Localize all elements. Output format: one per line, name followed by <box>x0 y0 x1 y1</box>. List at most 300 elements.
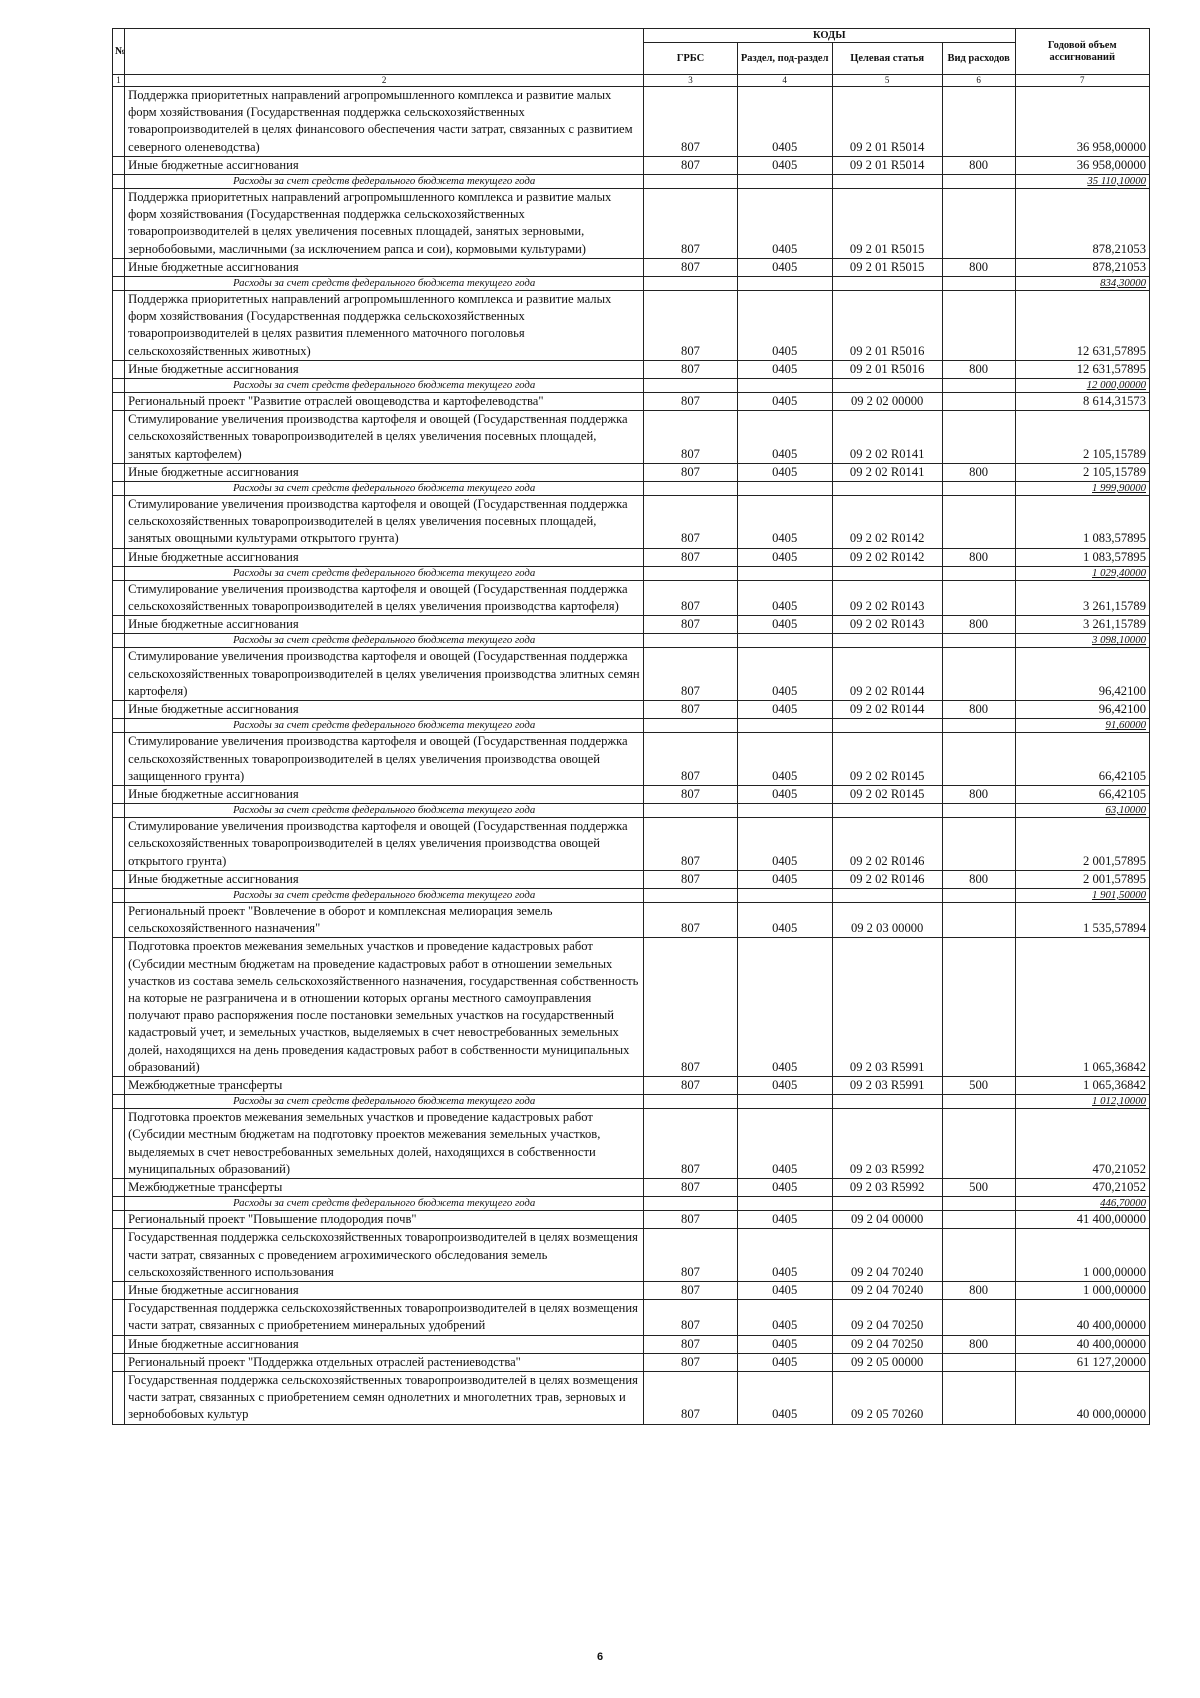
row-amount: 1 065,36842 <box>1015 938 1150 1077</box>
row-number <box>113 870 125 888</box>
row-number <box>113 1211 125 1229</box>
row-target: 09 2 04 70240 <box>832 1281 942 1299</box>
row-number <box>113 785 125 803</box>
row-target: 09 2 02 R0143 <box>832 616 942 634</box>
row-number <box>113 634 125 648</box>
table-row <box>113 463 1150 481</box>
table-row <box>113 902 1150 937</box>
row-section <box>737 888 832 902</box>
row-grbs: 807 <box>644 1109 738 1179</box>
row-grbs: 807 <box>644 938 738 1077</box>
federal-funds-row <box>113 175 1150 189</box>
row-type <box>942 1109 1015 1179</box>
table-row <box>113 258 1150 276</box>
row-type <box>942 87 1015 157</box>
row-grbs <box>644 888 738 902</box>
row-name: Государственная поддержка сельскохозяйственных товаропроизводителей в целях возмещения части затрат, связанных с приобретением минеральных удобрений <box>125 1300 644 1335</box>
row-section <box>737 804 832 818</box>
row-type <box>942 648 1015 701</box>
row-name: Региональный проект "Повышение плодородия почв" <box>125 1211 644 1229</box>
table-row <box>113 291 1150 361</box>
row-section <box>737 379 832 393</box>
header-volume: Годовой объем ассигнований <box>1015 29 1150 75</box>
row-section: 0405 <box>737 1353 832 1371</box>
col-num-7: 7 <box>1015 75 1150 87</box>
row-section: 0405 <box>737 1335 832 1353</box>
col-num-4: 4 <box>737 75 832 87</box>
row-name: Расходы за счет средств федерального бюджета текущего года <box>125 804 644 818</box>
row-name: Расходы за счет средств федерального бюджета текущего года <box>125 566 644 580</box>
row-amount: 1 083,57895 <box>1015 548 1150 566</box>
table-row <box>113 870 1150 888</box>
row-grbs <box>644 175 738 189</box>
row-name: Региональный проект "Вовлечение в оборот и комплексная мелиорация земель сельскохозяйственного назначения" <box>125 902 644 937</box>
row-type <box>942 1372 1015 1425</box>
row-target: 09 2 04 70240 <box>832 1229 942 1282</box>
table-row <box>113 496 1150 549</box>
row-number <box>113 888 125 902</box>
row-grbs: 807 <box>644 411 738 464</box>
row-grbs <box>644 719 738 733</box>
row-amount: 470,21052 <box>1015 1109 1150 1179</box>
row-name: Стимулирование увеличения производства картофеля и овощей (Государственная поддержка сельскохозяйственных товаропроизводителей в целях увеличения производства элитных семян картофеля) <box>125 648 644 701</box>
row-section: 0405 <box>737 1109 832 1179</box>
row-section: 0405 <box>737 1211 832 1229</box>
row-section: 0405 <box>737 1229 832 1282</box>
table-row <box>113 616 1150 634</box>
row-type: 800 <box>942 463 1015 481</box>
table-row <box>113 785 1150 803</box>
row-section: 0405 <box>737 548 832 566</box>
row-grbs: 807 <box>644 1229 738 1282</box>
row-amount: 3 261,15789 <box>1015 580 1150 615</box>
row-number <box>113 393 125 411</box>
appropriations-table <box>112 28 1150 1425</box>
table-row <box>113 1229 1150 1282</box>
row-target <box>832 277 942 291</box>
row-amount: 12 000,00000 <box>1015 379 1150 393</box>
row-target: 09 2 02 R0141 <box>832 411 942 464</box>
row-type: 800 <box>942 701 1015 719</box>
row-number <box>113 616 125 634</box>
row-number <box>113 482 125 496</box>
table-row <box>113 648 1150 701</box>
row-type <box>942 1353 1015 1371</box>
row-target: 09 2 01 R5015 <box>832 189 942 259</box>
table-row <box>113 411 1150 464</box>
row-number <box>113 938 125 1077</box>
row-name: Расходы за счет средств федерального бюджета текущего года <box>125 1095 644 1109</box>
row-type <box>942 1197 1015 1211</box>
row-amount: 61 127,20000 <box>1015 1353 1150 1371</box>
row-amount: 12 631,57895 <box>1015 291 1150 361</box>
header-type: Вид расходов <box>942 43 1015 75</box>
federal-funds-row <box>113 379 1150 393</box>
row-grbs <box>644 482 738 496</box>
table-row <box>113 701 1150 719</box>
row-section: 0405 <box>737 411 832 464</box>
row-section <box>737 566 832 580</box>
row-amount: 35 110,10000 <box>1015 175 1150 189</box>
row-type <box>942 1095 1015 1109</box>
federal-funds-row <box>113 888 1150 902</box>
row-section: 0405 <box>737 785 832 803</box>
row-type <box>942 379 1015 393</box>
row-target: 09 2 04 70250 <box>832 1300 942 1335</box>
row-amount: 1 000,00000 <box>1015 1281 1150 1299</box>
row-amount: 2 001,57895 <box>1015 818 1150 871</box>
row-target: 09 2 01 R5014 <box>832 87 942 157</box>
row-number <box>113 719 125 733</box>
row-grbs: 807 <box>644 258 738 276</box>
row-type: 800 <box>942 616 1015 634</box>
federal-funds-row <box>113 277 1150 291</box>
federal-funds-row <box>113 634 1150 648</box>
row-number <box>113 258 125 276</box>
federal-funds-row <box>113 719 1150 733</box>
row-number <box>113 804 125 818</box>
row-name: Иные бюджетные ассигнования <box>125 258 644 276</box>
row-grbs: 807 <box>644 1372 738 1425</box>
row-number <box>113 902 125 937</box>
row-target: 09 2 02 R0142 <box>832 548 942 566</box>
row-amount: 1 535,57894 <box>1015 902 1150 937</box>
row-grbs: 807 <box>644 902 738 937</box>
row-amount: 40 400,00000 <box>1015 1335 1150 1353</box>
row-target <box>832 804 942 818</box>
row-number <box>113 156 125 174</box>
row-type <box>942 1211 1015 1229</box>
row-type <box>942 818 1015 871</box>
row-section <box>737 482 832 496</box>
row-type <box>942 482 1015 496</box>
row-section: 0405 <box>737 818 832 871</box>
row-name: Иные бюджетные ассигнования <box>125 360 644 378</box>
row-type <box>942 175 1015 189</box>
row-name: Государственная поддержка сельскохозяйственных товаропроизводителей в целях возмещения части затрат, связанных с приобретением семян однолетних и многолетних трав, зерновых и зернобобовых культур <box>125 1372 644 1425</box>
row-number <box>113 1335 125 1353</box>
row-type <box>942 634 1015 648</box>
table-row <box>113 87 1150 157</box>
row-name: Расходы за счет средств федерального бюджета текущего года <box>125 482 644 496</box>
row-amount: 470,21052 <box>1015 1178 1150 1196</box>
row-section: 0405 <box>737 463 832 481</box>
row-section: 0405 <box>737 1076 832 1094</box>
row-section: 0405 <box>737 1300 832 1335</box>
row-name: Поддержка приоритетных направлений агропромышленного комплекса и развитие малых форм хозяйствования (Государственная поддержка сельскохозяйственных товаропроизводителей в целях увеличения посевных площадей, занятых зерновыми, зернобобовыми, масличными (за исключением рапса и сои), кормовыми культурами) <box>125 189 644 259</box>
table-row <box>113 189 1150 259</box>
table-row <box>113 360 1150 378</box>
col-num-3: 3 <box>644 75 738 87</box>
row-name: Расходы за счет средств федерального бюджета текущего года <box>125 277 644 291</box>
row-number <box>113 291 125 361</box>
row-grbs: 807 <box>644 548 738 566</box>
row-amount: 1 901,50000 <box>1015 888 1150 902</box>
table-row <box>113 1372 1150 1425</box>
row-grbs <box>644 1095 738 1109</box>
row-type <box>942 938 1015 1077</box>
row-section: 0405 <box>737 258 832 276</box>
row-number <box>113 701 125 719</box>
row-name: Расходы за счет средств федерального бюджета текущего года <box>125 1197 644 1211</box>
row-section: 0405 <box>737 156 832 174</box>
row-grbs: 807 <box>644 1335 738 1353</box>
row-section: 0405 <box>737 87 832 157</box>
row-amount: 878,21053 <box>1015 258 1150 276</box>
row-name: Расходы за счет средств федерального бюджета текущего года <box>125 888 644 902</box>
row-number <box>113 648 125 701</box>
row-name: Иные бюджетные ассигнования <box>125 463 644 481</box>
table-row <box>113 733 1150 786</box>
row-name: Иные бюджетные ассигнования <box>125 1335 644 1353</box>
row-number <box>113 1095 125 1109</box>
row-number <box>113 463 125 481</box>
row-section <box>737 719 832 733</box>
row-name: Иные бюджетные ассигнования <box>125 156 644 174</box>
row-type: 500 <box>942 1178 1015 1196</box>
row-name: Поддержка приоритетных направлений агропромышленного комплекса и развитие малых форм хозяйствования (Государственная поддержка сельскохозяйственных товаропроизводителей в целях развития племенного маточного поголовья сельскохозяйственных животных) <box>125 291 644 361</box>
row-name: Стимулирование увеличения производства картофеля и овощей (Государственная поддержка сельскохозяйственных товаропроизводителей в целях увеличения производства овощей открытого грунта) <box>125 818 644 871</box>
table-row <box>113 1281 1150 1299</box>
row-grbs <box>644 566 738 580</box>
table-row <box>113 1353 1150 1371</box>
federal-funds-row <box>113 566 1150 580</box>
row-number <box>113 189 125 259</box>
table-body <box>113 87 1150 1425</box>
row-grbs: 807 <box>644 360 738 378</box>
row-target <box>832 175 942 189</box>
row-target: 09 2 02 R0144 <box>832 648 942 701</box>
row-section: 0405 <box>737 1281 832 1299</box>
row-grbs: 807 <box>644 393 738 411</box>
row-type <box>942 566 1015 580</box>
row-grbs <box>644 634 738 648</box>
row-section: 0405 <box>737 701 832 719</box>
row-number <box>113 360 125 378</box>
row-grbs: 807 <box>644 1353 738 1371</box>
row-grbs: 807 <box>644 463 738 481</box>
row-name: Иные бюджетные ассигнования <box>125 701 644 719</box>
row-target: 09 2 01 R5016 <box>832 291 942 361</box>
row-target <box>832 566 942 580</box>
row-grbs: 807 <box>644 785 738 803</box>
row-number <box>113 1229 125 1282</box>
row-number <box>113 379 125 393</box>
row-name: Региональный проект "Развитие отраслей овощеводства и картофелеводства" <box>125 393 644 411</box>
row-name: Поддержка приоритетных направлений агропромышленного комплекса и развитие малых форм хозяйствования (Государственная поддержка сельскохозяйственных товаропроизводителей в целях финансового обеспечения части затрат, связанных с развитием северного оленеводства) <box>125 87 644 157</box>
row-amount: 2 105,15789 <box>1015 411 1150 464</box>
row-type <box>942 580 1015 615</box>
row-section: 0405 <box>737 496 832 549</box>
row-name: Расходы за счет средств федерального бюджета текущего года <box>125 175 644 189</box>
row-type <box>942 189 1015 259</box>
row-grbs: 807 <box>644 733 738 786</box>
row-number <box>113 496 125 549</box>
row-amount: 91,60000 <box>1015 719 1150 733</box>
table-row <box>113 1076 1150 1094</box>
row-name: Иные бюджетные ассигнования <box>125 870 644 888</box>
row-name: Государственная поддержка сельскохозяйственных товаропроизводителей в целях возмещения части затрат, связанных с проведением агрохимического обследования земель сельскохозяйственного использования <box>125 1229 644 1282</box>
federal-funds-row <box>113 482 1150 496</box>
row-target: 09 2 02 R0141 <box>832 463 942 481</box>
row-number <box>113 566 125 580</box>
row-number <box>113 411 125 464</box>
row-name: Иные бюджетные ассигнования <box>125 785 644 803</box>
row-target: 09 2 02 00000 <box>832 393 942 411</box>
row-grbs <box>644 1197 738 1211</box>
row-number <box>113 580 125 615</box>
row-type <box>942 733 1015 786</box>
row-grbs: 807 <box>644 616 738 634</box>
row-number <box>113 277 125 291</box>
row-name: Иные бюджетные ассигнования <box>125 1281 644 1299</box>
row-grbs: 807 <box>644 1281 738 1299</box>
header-grbs: ГРБС <box>644 43 738 75</box>
table-row <box>113 1178 1150 1196</box>
table-row <box>113 548 1150 566</box>
row-target: 09 2 02 R0145 <box>832 733 942 786</box>
row-target: 09 2 04 70250 <box>832 1335 942 1353</box>
row-amount: 1 012,10000 <box>1015 1095 1150 1109</box>
row-type <box>942 719 1015 733</box>
row-number <box>113 1353 125 1371</box>
row-amount: 36 958,00000 <box>1015 156 1150 174</box>
row-number <box>113 1372 125 1425</box>
federal-funds-row <box>113 1197 1150 1211</box>
row-grbs: 807 <box>644 87 738 157</box>
row-section: 0405 <box>737 393 832 411</box>
row-type <box>942 411 1015 464</box>
row-amount: 40 400,00000 <box>1015 1300 1150 1335</box>
row-grbs: 807 <box>644 580 738 615</box>
row-target: 09 2 03 R5992 <box>832 1178 942 1196</box>
row-amount: 1 999,90000 <box>1015 482 1150 496</box>
row-target: 09 2 02 R0142 <box>832 496 942 549</box>
row-grbs <box>644 804 738 818</box>
row-number <box>113 1076 125 1094</box>
row-target: 09 2 01 R5014 <box>832 156 942 174</box>
row-section: 0405 <box>737 189 832 259</box>
row-section: 0405 <box>737 870 832 888</box>
row-target <box>832 1095 942 1109</box>
row-section: 0405 <box>737 291 832 361</box>
row-amount: 2 001,57895 <box>1015 870 1150 888</box>
row-target: 09 2 02 R0146 <box>832 870 942 888</box>
row-amount: 1 000,00000 <box>1015 1229 1150 1282</box>
row-target: 09 2 02 R0144 <box>832 701 942 719</box>
row-amount: 12 631,57895 <box>1015 360 1150 378</box>
row-amount: 834,30000 <box>1015 277 1150 291</box>
row-target <box>832 482 942 496</box>
row-section <box>737 634 832 648</box>
row-amount: 66,42105 <box>1015 733 1150 786</box>
row-number <box>113 1281 125 1299</box>
row-name: Стимулирование увеличения производства картофеля и овощей (Государственная поддержка сельскохозяйственных товаропроизводителей в целях увеличения производства овощей защищенного грунта) <box>125 733 644 786</box>
row-section: 0405 <box>737 580 832 615</box>
table-row <box>113 1211 1150 1229</box>
row-section: 0405 <box>737 902 832 937</box>
row-grbs: 807 <box>644 291 738 361</box>
row-name: Подготовка проектов межевания земельных участков и проведение кадастровых работ (Субсидии местным бюджетам на проведение кадастровых работ в отношении земельных участков из состава земель сельскохозяйственного назначения, государственная собственность на которые не разграничена и в отношении которых органы местного самоуправления получают право распоряжения после постановки земельных участков на государственный кадастровый учет, и земельных участков, выделяемых в счет невостребованных земельных долей, находящихся на день проведения кадастровых работ в собственности муниципальных образований) <box>125 938 644 1077</box>
row-target: 09 2 05 00000 <box>832 1353 942 1371</box>
header-name <box>125 29 644 75</box>
row-target <box>832 634 942 648</box>
row-number <box>113 1197 125 1211</box>
row-section: 0405 <box>737 648 832 701</box>
row-target: 09 2 03 R5992 <box>832 1109 942 1179</box>
row-grbs: 807 <box>644 1076 738 1094</box>
row-name: Межбюджетные трансферты <box>125 1076 644 1094</box>
row-target <box>832 888 942 902</box>
row-amount: 41 400,00000 <box>1015 1211 1150 1229</box>
federal-funds-row <box>113 1095 1150 1109</box>
table-row <box>113 1109 1150 1179</box>
row-target: 09 2 04 00000 <box>832 1211 942 1229</box>
row-name: Иные бюджетные ассигнования <box>125 616 644 634</box>
row-target: 09 2 02 R0143 <box>832 580 942 615</box>
row-target <box>832 719 942 733</box>
row-amount: 3 098,10000 <box>1015 634 1150 648</box>
federal-funds-row <box>113 804 1150 818</box>
row-section: 0405 <box>737 1372 832 1425</box>
row-number <box>113 87 125 157</box>
row-name: Стимулирование увеличения производства картофеля и овощей (Государственная поддержка сельскохозяйственных товаропроизводителей в целях увеличения посевных площадей, занятых овощными культурами открытого грунта) <box>125 496 644 549</box>
row-type <box>942 902 1015 937</box>
row-amount: 96,42100 <box>1015 648 1150 701</box>
row-type <box>942 1300 1015 1335</box>
row-target: 09 2 03 R5991 <box>832 1076 942 1094</box>
row-name: Расходы за счет средств федерального бюджета текущего года <box>125 634 644 648</box>
header-section: Раздел, под-раздел <box>737 43 832 75</box>
row-section <box>737 1095 832 1109</box>
row-type <box>942 277 1015 291</box>
row-amount: 63,10000 <box>1015 804 1150 818</box>
row-amount: 1 065,36842 <box>1015 1076 1150 1094</box>
row-grbs: 807 <box>644 701 738 719</box>
row-grbs <box>644 379 738 393</box>
row-grbs: 807 <box>644 648 738 701</box>
page-number: 6 <box>596 1651 604 1663</box>
table-row <box>113 818 1150 871</box>
col-num-6: 6 <box>942 75 1015 87</box>
col-num-2: 2 <box>125 75 644 87</box>
row-section <box>737 1197 832 1211</box>
row-target: 09 2 03 00000 <box>832 902 942 937</box>
table-row <box>113 938 1150 1077</box>
row-amount: 1 029,40000 <box>1015 566 1150 580</box>
row-number <box>113 1109 125 1179</box>
table-row <box>113 1335 1150 1353</box>
row-type: 800 <box>942 1335 1015 1353</box>
row-amount: 36 958,00000 <box>1015 87 1150 157</box>
header-codes: КОДЫ <box>644 29 1015 43</box>
row-section: 0405 <box>737 733 832 786</box>
row-grbs: 807 <box>644 156 738 174</box>
row-type: 800 <box>942 360 1015 378</box>
row-type <box>942 291 1015 361</box>
row-name: Подготовка проектов межевания земельных участков и проведение кадастровых работ (Субсидии местным бюджетам на подготовку проектов межевания земельных участков, выделяемых в счет невостребованных земельных долей, находящихся в собственности муниципальных образований) <box>125 1109 644 1179</box>
row-grbs: 807 <box>644 870 738 888</box>
row-name: Иные бюджетные ассигнования <box>125 548 644 566</box>
row-name: Расходы за счет средств федерального бюджета текущего года <box>125 719 644 733</box>
row-number <box>113 175 125 189</box>
row-number <box>113 1178 125 1196</box>
row-type: 800 <box>942 548 1015 566</box>
row-type: 500 <box>942 1076 1015 1094</box>
row-target: 09 2 03 R5991 <box>832 938 942 1077</box>
col-num-5: 5 <box>832 75 942 87</box>
row-target: 09 2 01 R5016 <box>832 360 942 378</box>
